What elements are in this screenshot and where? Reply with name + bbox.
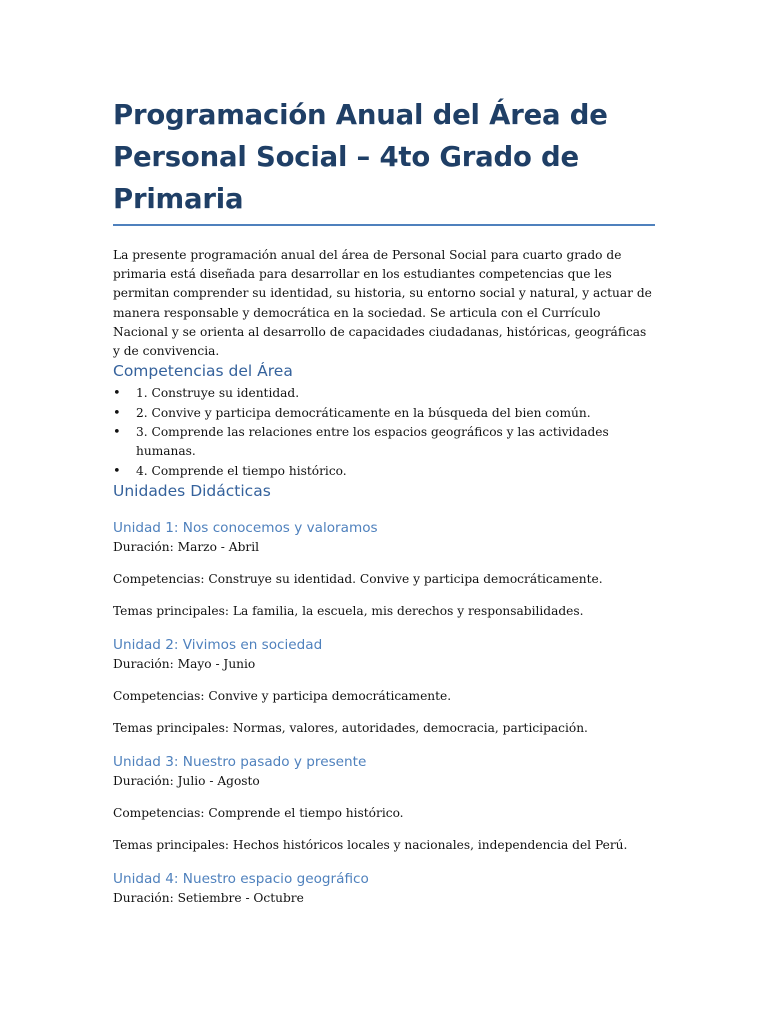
unit-temas: Temas principales: La familia, la escuela, mis derechos y responsabilidades. xyxy=(113,604,584,619)
intro-paragraph: La presente programación anual del área de Personal Social para cuarto grado de primaria está diseñada para desarrollar en los estudiantes competencias que les permitan comprender su identidad, su historia, su entorno social y natural, y actuar de manera responsable y democrática en la sociedad. Se articula con el Currículo Nacional y se orienta al desarrollo de capacidades ciudadanas, históricas, geográficas y de convivencia. xyxy=(113,248,652,359)
unit-title: Unidad 2: Vivimos en sociedad xyxy=(113,637,323,654)
unit-section-2 xyxy=(113,635,655,738)
unit-title: Unidad 3: Nuestro pasado y presente xyxy=(113,754,367,771)
unit-section-1 xyxy=(113,518,655,621)
bullet-icon: • xyxy=(113,463,121,479)
bullet-icon: • xyxy=(113,386,121,402)
unit-duration: Duración: Setiembre - Octubre xyxy=(113,891,304,906)
list-item xyxy=(113,384,655,403)
competencias-list xyxy=(113,384,655,481)
unit-section-4 xyxy=(113,869,655,908)
list-item xyxy=(113,462,655,481)
unidades-heading: Unidades Didácticas xyxy=(113,482,271,501)
list-item-text: 3. Comprende las relaciones entre los espacios geográficos y las actividades humanas. xyxy=(136,425,609,459)
unit-title: Unidad 4: Nuestro espacio geográfico xyxy=(113,871,369,888)
document-page xyxy=(113,94,655,908)
document-title: Programación Anual del Área de Personal Social – 4to Grado de Primaria xyxy=(113,94,655,226)
unit-section-3 xyxy=(113,752,655,855)
bullet-icon: • xyxy=(113,425,121,441)
list-item-text: 2. Convive y participa democráticamente en la búsqueda del bien común. xyxy=(136,405,591,420)
unit-duration: Duración: Julio - Agosto xyxy=(113,774,260,789)
list-item xyxy=(113,423,655,462)
list-item-text: 4. Comprende el tiempo histórico. xyxy=(136,463,347,478)
unit-duration: Duración: Mayo - Junio xyxy=(113,657,256,672)
list-item xyxy=(113,404,655,423)
unit-competencias: Competencias: Construye su identidad. Convive y participa democráticamente. xyxy=(113,572,603,587)
unit-title: Unidad 1: Nos conocemos y valoramos xyxy=(113,520,378,537)
unit-competencias: Competencias: Comprende el tiempo histórico. xyxy=(113,806,404,821)
bullet-icon: • xyxy=(113,405,121,421)
competencias-heading: Competencias del Área xyxy=(113,362,293,381)
unit-competencias: Competencias: Convive y participa democráticamente. xyxy=(113,689,452,704)
unit-duration: Duración: Marzo - Abril xyxy=(113,540,260,555)
unit-temas: Temas principales: Normas, valores, autoridades, democracia, participación. xyxy=(113,721,588,736)
list-item-text: 1. Construye su identidad. xyxy=(136,386,300,401)
unit-temas: Temas principales: Hechos históricos locales y nacionales, independencia del Perú. xyxy=(113,838,628,853)
